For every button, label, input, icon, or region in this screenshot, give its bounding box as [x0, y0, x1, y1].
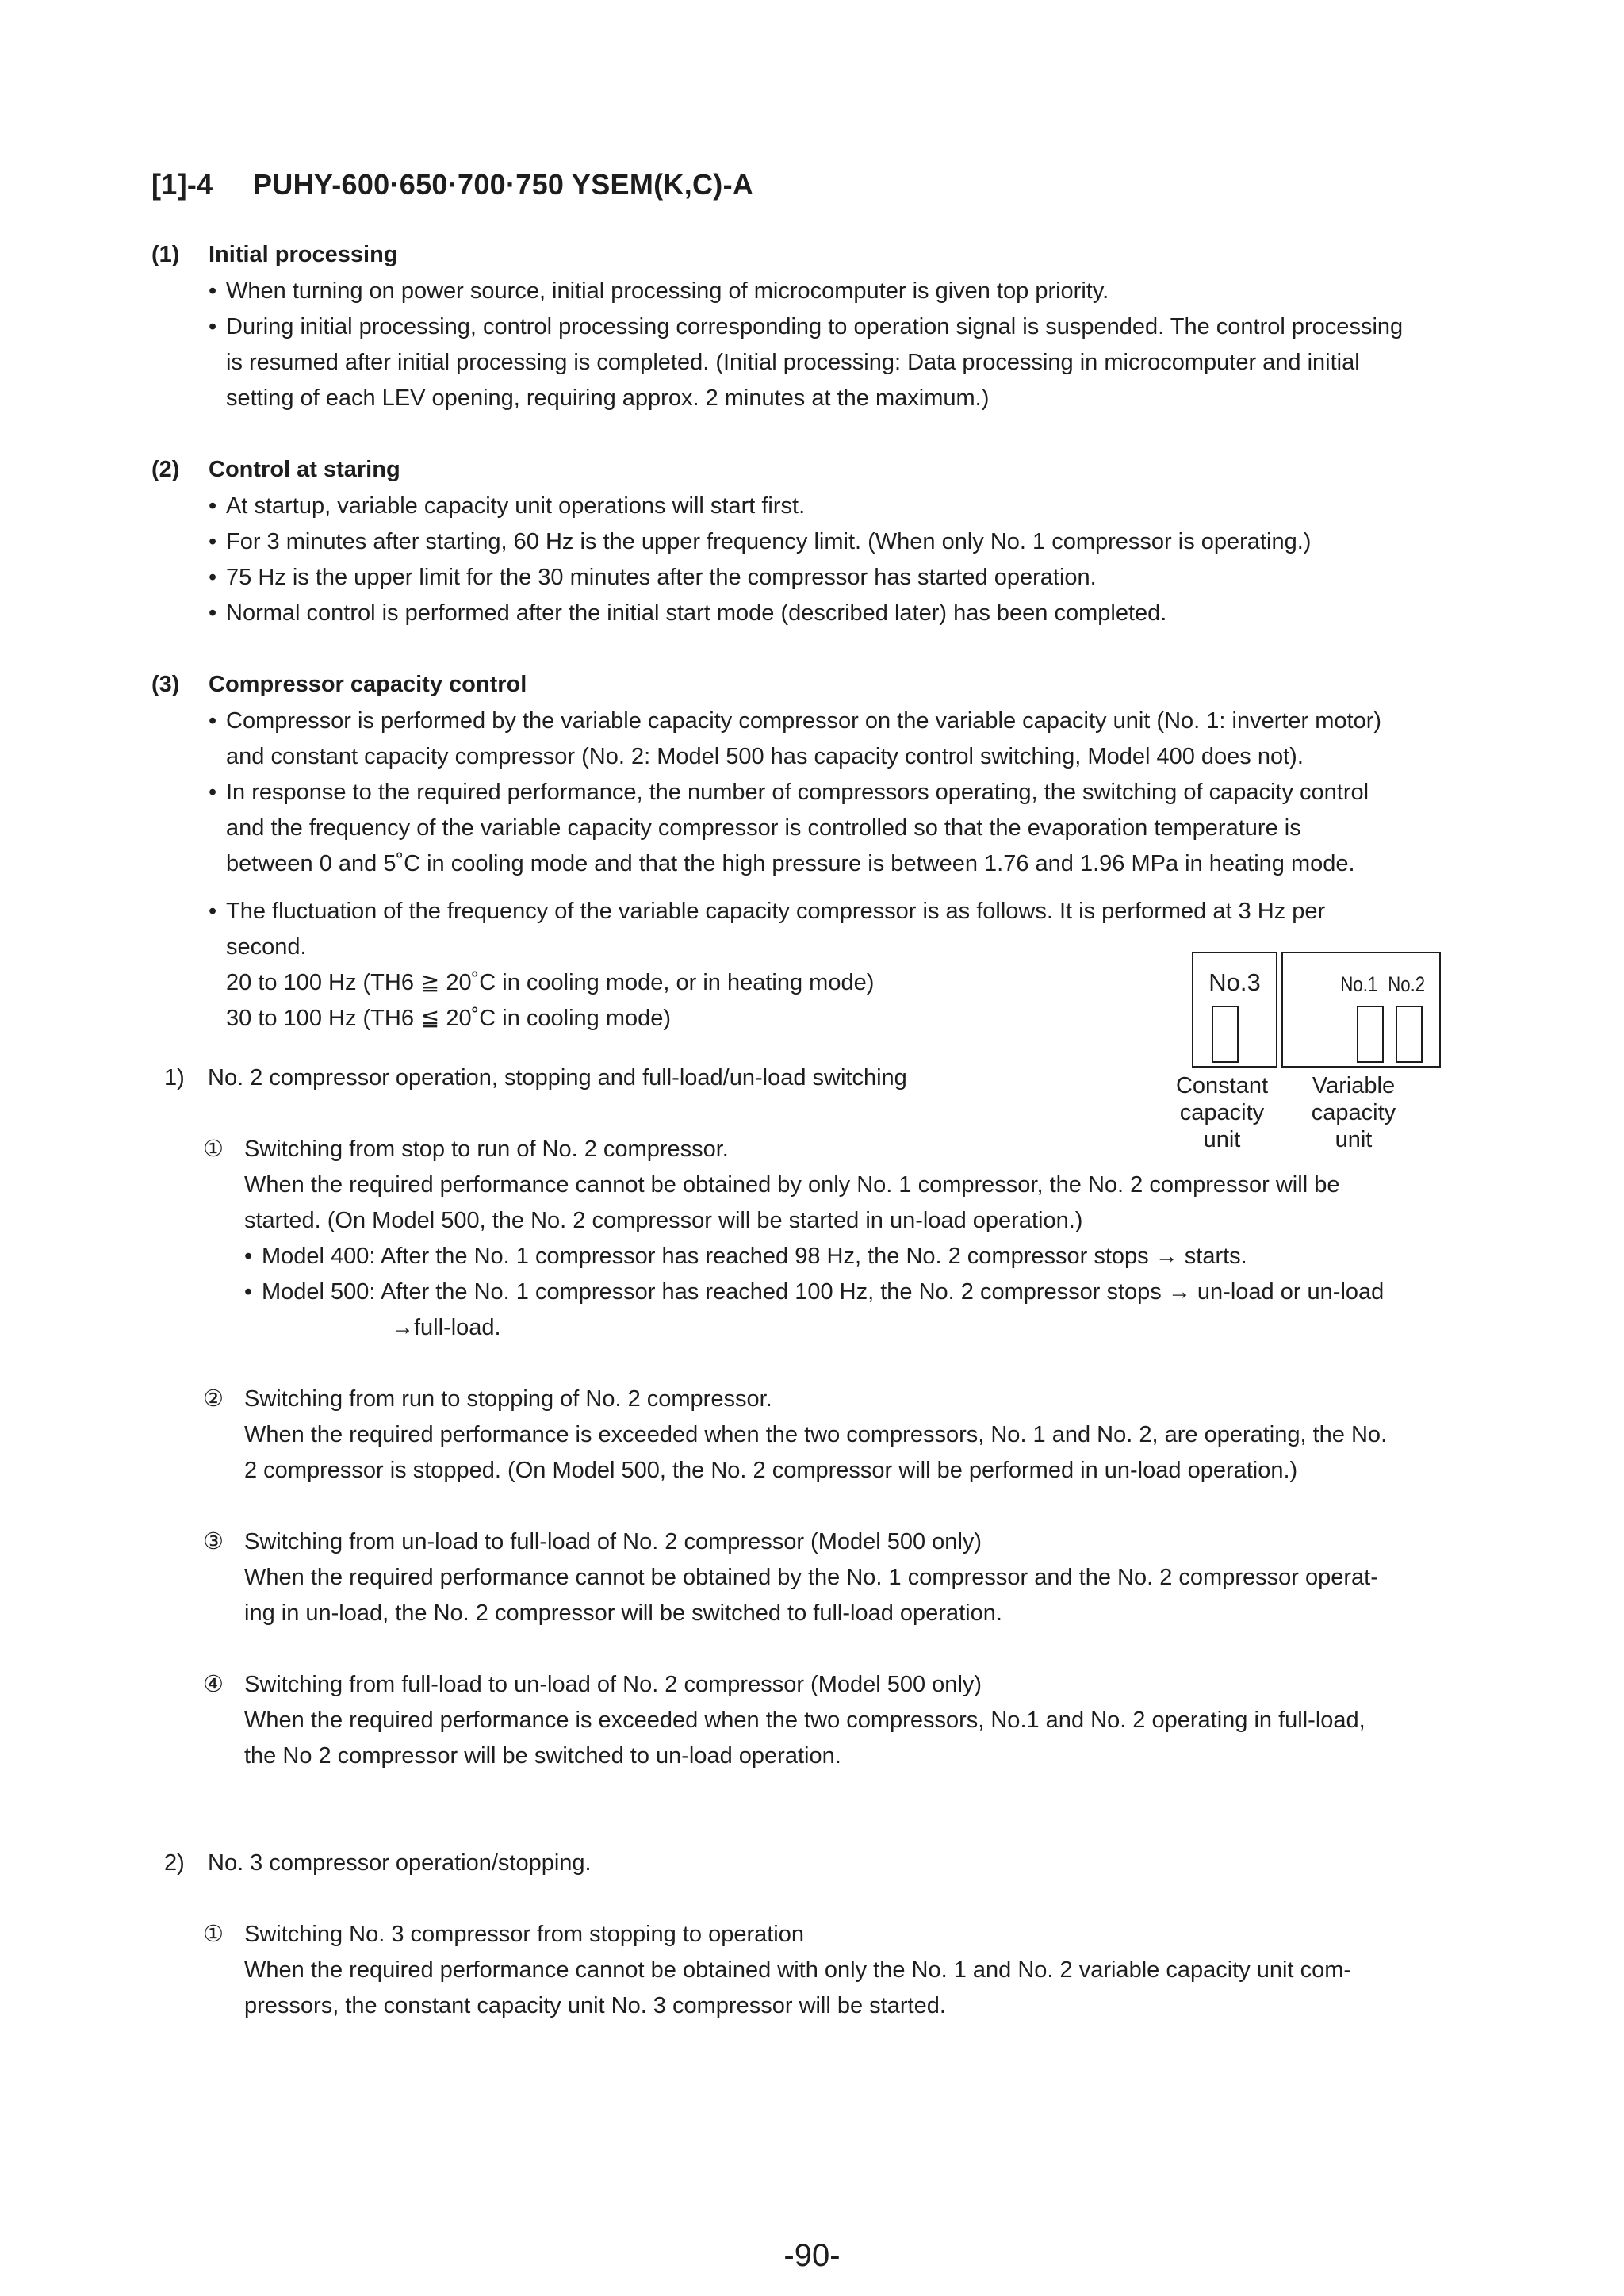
- compressor-no1-icon: [1357, 1006, 1384, 1063]
- page-number: -90-: [783, 2238, 841, 2273]
- subsection-number: 2): [164, 1850, 185, 1876]
- text: No. 2 compressor operation, stopping and full-load/un-load switching: [208, 1065, 907, 1091]
- text-line: is resumed after initial processing is completed. (Initial processing: Data processing in microcomputer and initial: [226, 350, 1360, 375]
- heading-text: Initial processing: [209, 242, 398, 267]
- label-line: Constant: [1175, 1073, 1269, 1098]
- text-line: When the required performance is exceeded when the two compressors, No.1 and No. 2 operating in full-load,: [244, 1708, 1365, 1733]
- bullet-icon: •: [209, 529, 217, 554]
- item-heading: [203, 1671, 982, 1698]
- circled-number: ②: [203, 1386, 224, 1412]
- section-heading-2: [151, 457, 400, 483]
- bullet-line: [244, 1243, 1247, 1270]
- text-line: 2 compressor is stopped. (On Model 500, the No. 2 compressor will be performed in un-load operation.): [244, 1458, 1298, 1483]
- bullet-line: [209, 707, 1381, 734]
- text-line: When the required performance cannot be obtained by only No. 1 compressor, the No. 2 compressor will be: [244, 1172, 1340, 1198]
- heading-text: Control at staring: [209, 457, 400, 482]
- text: Switching from full-load to un-load of No. 2 compressor (Model 500 only): [244, 1672, 982, 1697]
- heading-text: Compressor capacity control: [209, 672, 527, 697]
- bullet-line: [209, 564, 1097, 591]
- bullet-icon: •: [209, 493, 217, 519]
- text: Model 500: After the No. 1 compressor has reached 100 Hz, the No. 2 compressor stops → un-load or un-load: [262, 1279, 1385, 1305]
- circled-number: ③: [203, 1529, 224, 1554]
- text-line: When the required performance cannot be obtained with only the No. 1 and No. 2 variable capacity unit com-: [244, 1957, 1352, 1983]
- bullet-line: [209, 313, 1403, 340]
- bullet-line: [244, 1278, 1384, 1305]
- text: The fluctuation of the frequency of the variable capacity compressor is as follows. It is performed at 3 Hz per: [226, 899, 1326, 924]
- bullet-line: [209, 898, 1325, 925]
- text-line: When the required performance cannot be obtained by the No. 1 compressor and the No. 2 compressor operat-: [244, 1565, 1378, 1590]
- no3-label: No.3: [1208, 968, 1261, 996]
- constant-capacity-label: [1162, 1072, 1281, 1153]
- bullet-line: [209, 779, 1369, 806]
- page-title: [151, 168, 753, 201]
- subsection-number: 1): [164, 1065, 185, 1091]
- item-heading: [203, 1528, 982, 1555]
- bullet-icon: •: [209, 708, 217, 734]
- circled-number: ①: [203, 1922, 224, 1947]
- text-line: and the frequency of the variable capacity compressor is controlled so that the evaporation temperature is: [226, 815, 1301, 841]
- item-heading: [203, 1921, 804, 1948]
- text: At startup, variable capacity unit operations will start first.: [226, 493, 806, 519]
- text-line: second.: [226, 934, 307, 960]
- bullet-icon: •: [244, 1244, 253, 1269]
- text: Normal control is performed after the initial start mode (described later) has been completed.: [226, 600, 1167, 626]
- bullet-icon: •: [209, 278, 217, 304]
- text: 75 Hz is the upper limit for the 30 minutes after the compressor has started operation.: [226, 565, 1097, 590]
- no1-label: No.1: [1340, 972, 1378, 996]
- label-line: Variable: [1312, 1073, 1396, 1098]
- bullet-icon: •: [209, 314, 217, 339]
- label-line: unit: [1335, 1127, 1373, 1152]
- bullet-icon: •: [209, 565, 217, 590]
- label-line: unit: [1203, 1127, 1241, 1152]
- item-heading: [203, 1136, 729, 1163]
- text: Switching No. 3 compressor from stopping to operation: [244, 1922, 805, 1947]
- text-line: between 0 and 5˚C in cooling mode and that the high pressure is between 1.76 and 1.96 MPa in heating mode.: [226, 851, 1355, 876]
- bullet-line: [209, 493, 805, 519]
- title-text: PUHY-600·650·700·750 YSEM(K,C)-A: [253, 168, 754, 201]
- subsection-heading-1: [164, 1064, 907, 1091]
- bullet-icon: •: [209, 780, 217, 805]
- section-number: [1]-4: [151, 168, 213, 201]
- text: During initial processing, control processing corresponding to operation signal is suspended. The control processing: [226, 314, 1404, 339]
- heading-number: (3): [151, 672, 180, 697]
- section-heading-3: [151, 672, 527, 698]
- heading-number: (2): [151, 457, 180, 482]
- text-line: started. (On Model 500, the No. 2 compressor will be started in un-load operation.): [244, 1208, 1083, 1233]
- label-line: capacity: [1311, 1100, 1396, 1125]
- text: Switching from un-load to full-load of No. 2 compressor (Model 500 only): [244, 1529, 982, 1554]
- circled-number: ①: [203, 1137, 224, 1162]
- text-line: the No 2 compressor will be switched to un-load operation.: [244, 1743, 841, 1769]
- bullet-line: [209, 600, 1166, 627]
- text: Switching from stop to run of No. 2 compressor.: [244, 1137, 729, 1162]
- text: When turning on power source, initial processing of microcomputer is given top priority.: [226, 278, 1109, 304]
- text: Model 400: After the No. 1 compressor has reached 98 Hz, the No. 2 compressor stops → starts.: [262, 1244, 1247, 1269]
- text: In response to the required performance, the number of compressors operating, the switching of capacity control: [226, 780, 1369, 805]
- bullet-line: [209, 278, 1109, 305]
- text-line: When the required performance is exceeded when the two compressors, No. 1 and No. 2, are operating, the No.: [244, 1422, 1388, 1447]
- text: No. 3 compressor operation/stopping.: [208, 1850, 592, 1876]
- text-line: and constant capacity compressor (No. 2: Model 500 has capacity control switching, Model 400 does not).: [226, 744, 1304, 769]
- bullet-icon: •: [244, 1279, 253, 1305]
- variable-capacity-label: [1294, 1072, 1413, 1153]
- label-line: capacity: [1179, 1100, 1265, 1125]
- compressor-no3-icon: [1212, 1006, 1239, 1063]
- text-line: 30 to 100 Hz (TH6 ≦ 20˚C in cooling mode): [226, 1006, 672, 1031]
- text-line: 20 to 100 Hz (TH6 ≧ 20˚C in cooling mode, or in heating mode): [226, 970, 875, 995]
- text-line: ing in un-load, the No. 2 compressor will be switched to full-load operation.: [244, 1600, 1002, 1626]
- text: For 3 minutes after starting, 60 Hz is the upper frequency limit. (When only No. 1 compressor is operating.): [226, 529, 1312, 554]
- text: Compressor is performed by the variable capacity compressor on the variable capacity unit (No. 1: inverter motor): [226, 708, 1382, 734]
- no2-label: No.2: [1388, 972, 1426, 996]
- text: Switching from run to stopping of No. 2 compressor.: [244, 1386, 772, 1412]
- bullet-line: [209, 528, 1311, 555]
- heading-number: (1): [151, 242, 180, 267]
- text-line: →full-load.: [391, 1315, 501, 1340]
- bullet-icon: •: [209, 600, 217, 626]
- text-line: pressors, the constant capacity unit No. 3 compressor will be started.: [244, 1993, 946, 2018]
- text-line: setting of each LEV opening, requiring approx. 2 minutes at the maximum.): [226, 385, 990, 411]
- compressor-no2-icon: [1396, 1006, 1423, 1063]
- bullet-icon: •: [209, 899, 217, 924]
- subsection-heading-2: [164, 1849, 592, 1876]
- circled-number: ④: [203, 1672, 224, 1697]
- item-heading: [203, 1386, 772, 1412]
- section-heading-1: [151, 242, 398, 268]
